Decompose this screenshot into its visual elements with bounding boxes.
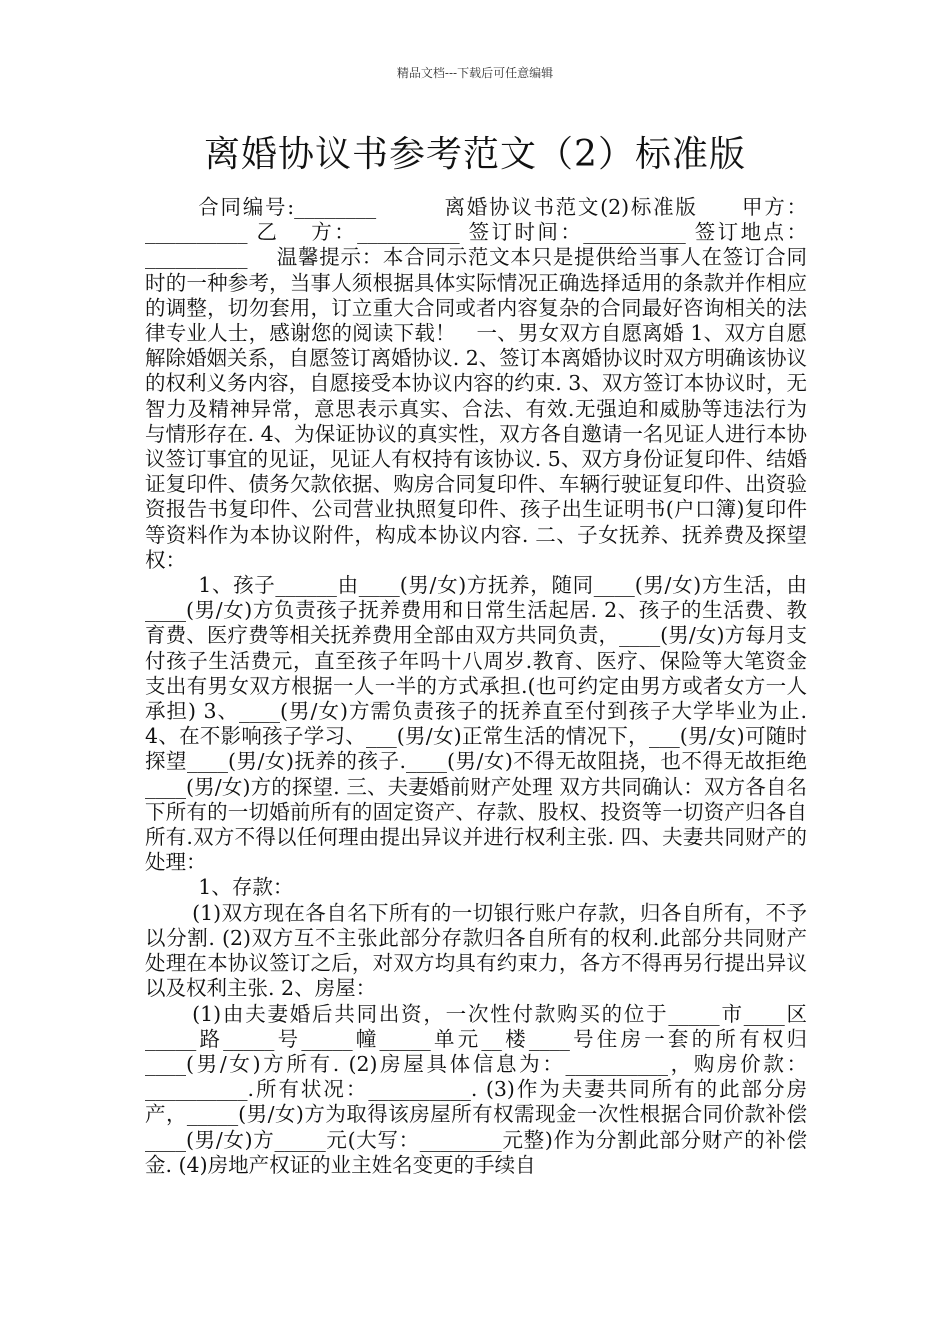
paragraph-child-custody: 1、孩子______由____(男/女)方抚养，随同____(男/女)方生活，由____(男/女)方负责孩子抚养费用和日常生活起居. 2、孩子的生活费、教育费、医疗费等相关抚养费用全部由双方共同负责，____(男/女)方每月支付孩子生活费元，直至孩子年吗十八周岁.教育、医疗、保险等大笔资金支出有男女双方根据一人一半的方式承担.(也可约定由男方或者女方一人承担) 3、____(男/女)方需负责孩子的抚养直至付到孩子大学毕业为止. 4、在不影响孩子学习、___(男/女)正常生活的情况下，___(男/女)可随时探望____(男/女)抚养的孩子.____(男/女)不得无故阻挠，也不得无故拒绝____(男/女)方的探望. 三、夫妻婚前财产处理 双方共同确认：双方各自名下所有的一切婚前所有的固定资产、存款、股权、投资等一切资产归各自所有.双方不得以任何理由提出异议并进行权利主张. 四、夫妻共同财产的处理： — [145, 573, 807, 875]
document-body — [145, 195, 807, 1178]
paragraph-deposits-heading: 1、存款： — [198, 875, 294, 900]
paragraph-house: (1)由夫妻婚后共同出资，一次性付款购买的位于_____市____区_____路_____号_____幢_____单元__楼____号住房一套的所有权归____(男/女)方所有. (2)房屋具体信息为：__________，购房价款：__________.所有状况：__________. (3)作为夫妻共同所有的此部分房产，_____(男/女)方为取得该房屋所有权需现金一次性根据合同价款补偿____(男/女)方_____元(大写：________元整)作为分割此部分财产的补偿金. (4)房地产权证的业主姓名变更的手续自 — [145, 1001, 807, 1177]
header-note: 精品文档---下载后可任意编辑 — [396, 66, 554, 80]
paragraph-deposits: (1)双方现在各自名下所有的一切银行账户存款，归各自所有，不予以分割. (2)双方互不主张此部分存款归各自所有的权利.此部分共同财产处理在本协议签订之后，对双方均具有约束力，各方不得再另行提出异议以及权利主张. 2、房屋： — [145, 900, 807, 1001]
document-title: 离婚协议书参考范文（2）标准版 — [204, 134, 746, 175]
paragraph-contract-intro: 合同编号:________ 离婚协议书范文(2)标准版 甲方：__________ 乙 方：__________ 签订时间：__________ 签订地点：__________ 温馨提示：本合同示范文本只是提供给当事人在签订合同时的一种参考，当事人须根据具体实际情况正确选择适用的条款并作相应的调整，切勿套用，订立重大合同或者内容复杂的合同最好咨询相关的法律专业人士，感谢您的阅读下载！ 一、男女双方自愿离婚 1、双方自愿解除婚姻关系，自愿签订离婚协议. 2、签订本离婚协议时双方明确该协议的权利义务内容，自愿接受本协议内容的约束. 3、双方签订本协议时，无智力及精神异常，意思表示真实、合法、有效.无强迫和威胁等违法行为与情形存在. 4、为保证协议的真实性，双方各自邀请一名见证人进行本协议签订事宜的见证，见证人有权持有该协议. 5、双方身份证复印件、结婚证复印件、债务欠款依据、购房合同复印件、车辆行驶证复印件、出资验资报告书复印件、公司营业执照复印件、孩子出生证明书(户口簿)复印件等资料作为本协议附件，构成本协议内容. 二、子女抚养、抚养费及探望权： — [145, 195, 807, 572]
